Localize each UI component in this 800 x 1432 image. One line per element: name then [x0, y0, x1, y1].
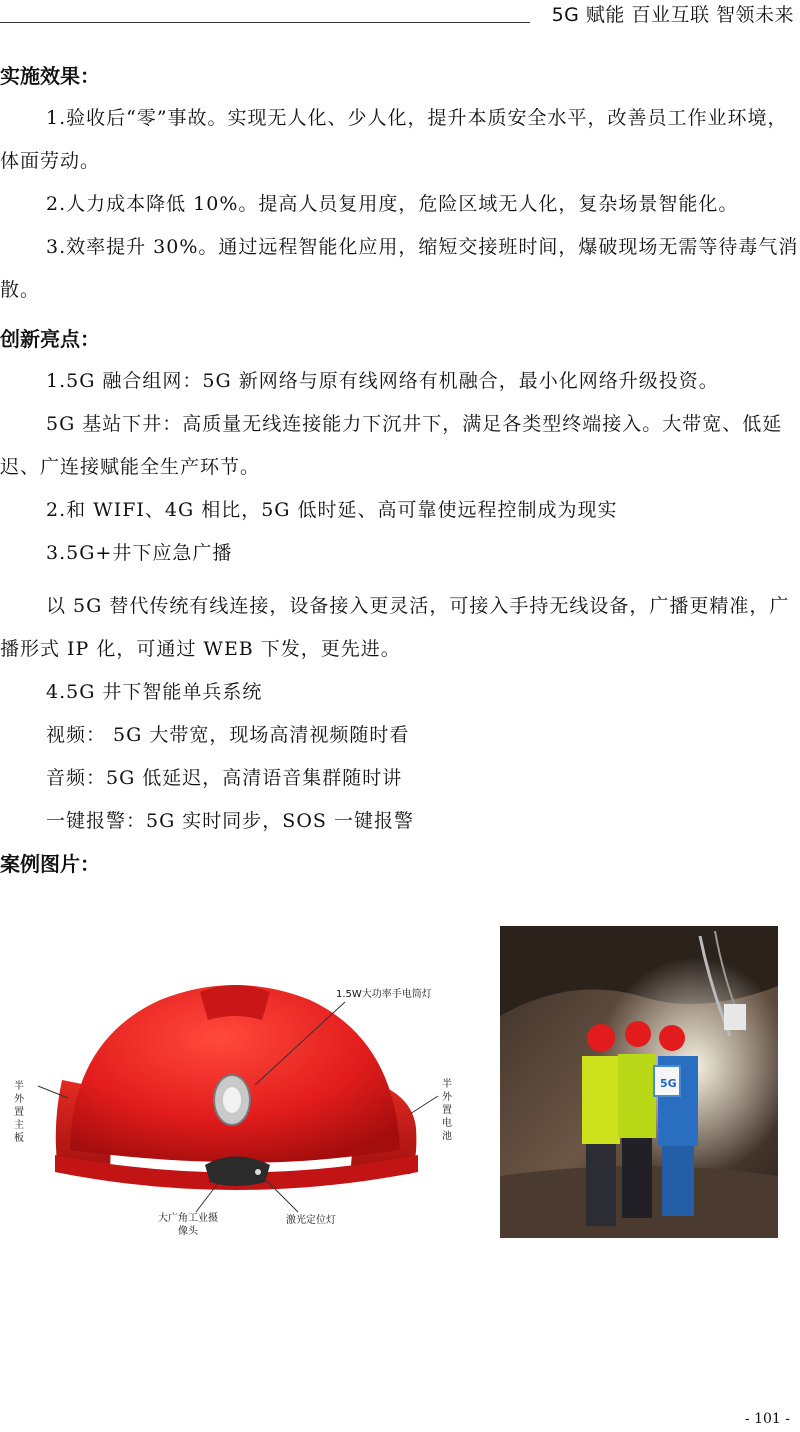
- innovation-paragraph-1: 1.5G 融合组网：5G 新网络与原有线网络有机融合，最小化网络升级投资。: [46, 370, 719, 392]
- results-paragraph-1: 1.验收后“零”事故。实现无人化、少人化，提升本质安全水平，改善员工作业环境，体面劳动。: [0, 107, 788, 172]
- worker-vest-1: [582, 1056, 620, 1144]
- label-camera: 大广角工业摄像头: [158, 1213, 218, 1237]
- innovation-paragraph-8: 音频：5G 低延迟，高清语音集群随时讲: [46, 767, 403, 789]
- mine-photo: [500, 926, 778, 1238]
- helmet-ridge: [200, 985, 270, 1020]
- innovation-paragraph-7: 视频： 5G 大带宽，现场高清视频随时看: [46, 724, 410, 746]
- header-slogan: 5G 赋能 百业互联 智领未来: [551, 4, 794, 26]
- innovation-paragraph-9: 一键报警：5G 实时同步，SOS 一键报警: [46, 810, 414, 832]
- laser-dot: [255, 1169, 261, 1175]
- innovation-paragraph-4: 3.5G+井下应急广播: [46, 542, 233, 564]
- hard-hat-1: [587, 1024, 615, 1052]
- 5g-sign-text: 5G: [660, 1077, 677, 1090]
- wall-box: [724, 1004, 746, 1030]
- section-title-innovation: 创新亮点：: [0, 327, 100, 351]
- innovation-paragraph-2: 5G 基站下井：高质量无线连接能力下沉井下，满足各类型终端接入。大带宽、低延迟、广连接赋能全生产环节。: [0, 413, 783, 478]
- section-title-results: 实施效果：: [0, 64, 100, 88]
- results-paragraph-3: 3.效率提升 30%。通过远程智能化应用，缩短交接班时间，爆破现场无需等待毒气消散。: [0, 236, 799, 301]
- mine-photo-drawing: [500, 926, 778, 1238]
- hard-hat-2: [625, 1021, 651, 1047]
- innovation-paragraph-3: 2.和 WIFI、4G 相比，5G 低时延、高可靠使远程控制成为现实: [46, 499, 618, 521]
- label-mainboard: 半外置主板: [14, 1081, 24, 1144]
- results-paragraph-2: 2.人力成本降低 10%。提高人员复用度，危险区域无人化，复杂场景智能化。: [46, 193, 739, 215]
- header-rule: [0, 22, 530, 23]
- page-number: - 101 -: [744, 1411, 790, 1427]
- label-laser: 激光定位灯: [286, 1215, 336, 1226]
- hard-hat-3: [659, 1025, 685, 1051]
- section-title-case-images: 案例图片：: [0, 852, 100, 876]
- innovation-paragraph-5: 以 5G 替代传统有线连接，设备接入更灵活，可接入手持无线设备，广播更精准，广播形式 IP 化，可通过 WEB 下发，更先进。: [0, 595, 790, 660]
- document-body: [0, 55, 800, 885]
- label-flashlight: 1.5W大功率手电筒灯: [336, 989, 432, 1000]
- helmet-figure: [0, 950, 470, 1250]
- label-battery: 半外置电池: [442, 1079, 452, 1142]
- innovation-paragraph-6: 4.5G 井下智能单兵系统: [46, 681, 263, 703]
- flashlight-lens: [223, 1087, 241, 1113]
